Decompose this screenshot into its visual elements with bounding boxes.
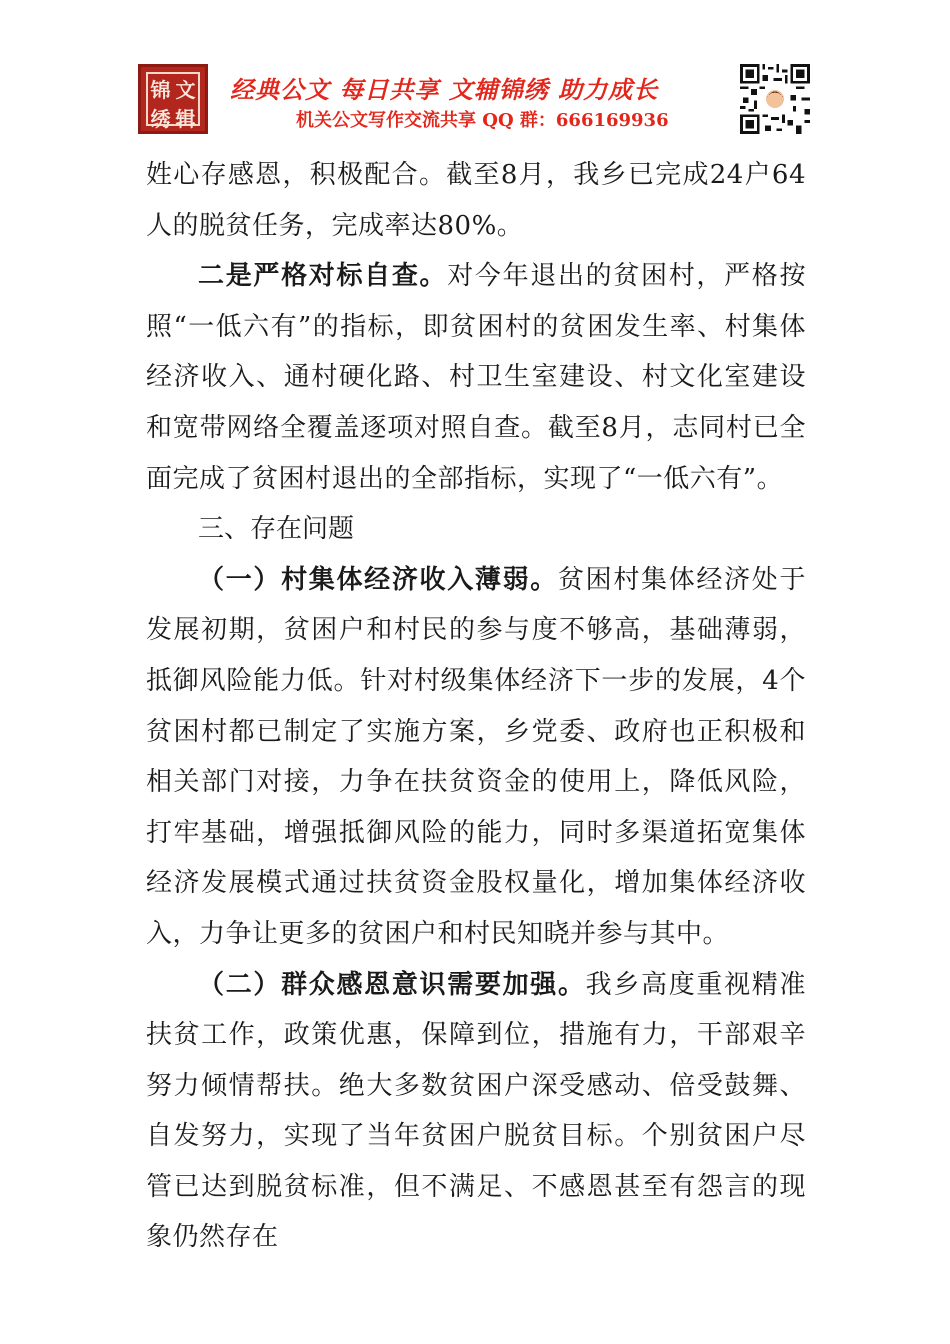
paragraph-text: 贫困村集体经济处于发展初期，贫困户和村民的参与度不够高，基础薄弱，抵御风险能力低。针对村级集体经济下一步的发展，4个贫困村都已制定了实施方案，乡党委、政府也正积极和相关部门对接，力争在扶贫资金的使用上，降低风险，打牢基础，增强抵御风险的能力，同时多渠道拓宽集体经济发展模式通过扶贫资金股权量化，增加集体经济收入，力争让更多的贫困户和村民知晓并参与其中。 <box>146 564 806 949</box>
seal-char: 锦 <box>150 78 171 102</box>
paragraph <box>146 555 806 960</box>
section-heading: 三、存在问题 <box>198 514 355 545</box>
paragraph-text: 对今年退出的贫困村，严格按照“一低六有”的指标，即贫困村的贫困发生率、村集体经济收入、通村硬化路、村卫生室建设、村文化室建设和宽带网络全覆盖逐项对照自查。截至8月，志同村已全面完成了贫困村退出的全部指标，实现了“一低六有”。 <box>146 261 806 494</box>
seal-logo <box>138 64 208 134</box>
qr-code-icon <box>740 64 810 134</box>
document-body <box>146 150 806 1263</box>
paragraph-lead: （一）村集体经济收入薄弱。 <box>198 564 558 595</box>
header-slogan: 经典公文 每日共享 文辅锦绣 助力成长 <box>230 75 659 104</box>
seal-char: 绣 <box>150 107 171 131</box>
seal-char: 辑 <box>175 107 196 131</box>
paragraph-text: 我乡高度重视精准扶贫工作，政策优惠，保障到位，措施有力，干部艰辛努力倾情帮扶。绝大多数贫困户深受感动、倍受鼓舞、自发努力，实现了当年贫困户脱贫目标。个别贫困户尽管已达到脱贫标准，但不满足、不感恩甚至有怨言的现象仍然存在 <box>146 969 806 1253</box>
seal-char: 文 <box>175 78 196 102</box>
paragraph <box>146 251 806 504</box>
document-header <box>138 62 810 137</box>
paragraph <box>146 960 806 1264</box>
paragraph-lead: 二是严格对标自查。 <box>198 261 448 292</box>
paragraph-lead: （二）群众感恩意识需要加强。 <box>198 969 586 1000</box>
paragraph: 姓心存感恩，积极配合。截至8月，我乡已完成24户64人的脱贫任务，完成率达80%。 <box>146 160 806 241</box>
header-subslogan: 机关公文写作交流共享 QQ 群：666169936 <box>296 110 669 131</box>
